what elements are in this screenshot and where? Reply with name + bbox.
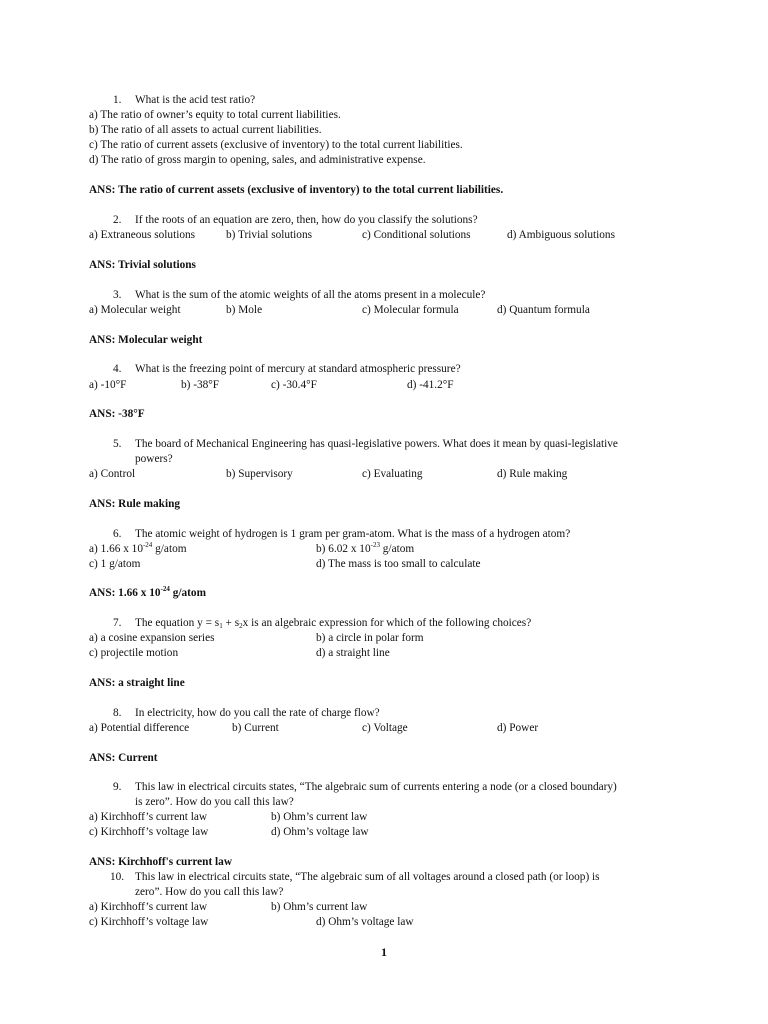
choice-c: c) The ratio of current assets (exclusive of inventory) to the total current liabilities. (89, 139, 463, 151)
choice-c: c) Kirchhoff’s voltage law (89, 916, 209, 928)
exponent: -23 (370, 541, 380, 549)
choice-c: c) 1 g/atom (89, 558, 141, 570)
choice-d: d) -41.2°F (407, 379, 454, 391)
choice-b: b) Mole (226, 304, 263, 316)
choice-d: d) Rule making (497, 468, 568, 480)
question-text-line2: powers? (135, 453, 173, 465)
choice-a (89, 542, 187, 556)
choice-d: d) The mass is too small to calculate (316, 558, 481, 570)
question-number: 3. (113, 289, 122, 301)
choice-b: b) -38°F (181, 379, 220, 391)
exponent: -24 (142, 541, 153, 549)
subscript: 2 (239, 622, 243, 630)
choice-d: d) Ambiguous solutions (507, 229, 615, 241)
choice-b: b) Supervisory (226, 468, 293, 480)
question-text-line1: This law in electrical circuits state, “The algebraic sum of all voltages around a closed path (or loop) is (135, 871, 600, 883)
question-number: 6. (113, 528, 122, 540)
choice-b (316, 542, 414, 556)
choice-d: d) Ohm’s voltage law (316, 916, 414, 928)
choice-text: b) 6.02 x 10 (316, 543, 371, 555)
question-number: 5. (113, 438, 122, 450)
answer-text: ANS: 1.66 x 10 (89, 587, 161, 599)
choice-a: a) Kirchhoff’s current law (89, 811, 208, 823)
choice-a: a) Potential difference (89, 722, 190, 734)
text-part: The equation y = s (135, 617, 220, 629)
answer: ANS: Rule making (89, 498, 181, 510)
question-text: What is the freezing point of mercury at standard atmospheric pressure? (135, 363, 461, 375)
page-number: 1 (381, 945, 387, 959)
answer: ANS: The ratio of current assets (exclusive of inventory) to the total current liabilities. (89, 184, 504, 196)
choice-a: a) -10°F (89, 379, 127, 391)
choice-d: d) Quantum formula (497, 304, 590, 316)
choice-a: a) The ratio of owner’s equity to total current liabilities. (89, 109, 341, 121)
answer: ANS: Trivial solutions (89, 259, 196, 271)
choice-b: b) The ratio of all assets to actual current liabilities. (89, 124, 322, 136)
question-text: What is the sum of the atomic weights of all the atoms present in a molecule? (135, 289, 486, 301)
question-text (135, 616, 531, 630)
choice-b: b) Current (232, 722, 279, 734)
choice-d: d) a straight line (316, 647, 390, 659)
question-number: 10. (110, 871, 125, 883)
choice-c: c) Voltage (362, 722, 408, 734)
choice-a: a) Control (89, 468, 136, 480)
choice-a: a) Extraneous solutions (89, 229, 196, 241)
text-part: x is an algebraic expression for which of the following choices? (242, 617, 532, 629)
choice-text: a) 1.66 x 10 (89, 543, 143, 555)
question-text-line2: is zero”. How do you call this law? (135, 796, 294, 808)
question-number: 1. (113, 94, 122, 106)
answer: ANS: -38°F (89, 408, 145, 420)
choice-unit: g/atom (379, 543, 415, 555)
choice-c: c) Evaluating (362, 468, 423, 480)
question-number: 4. (113, 363, 122, 375)
choice-c: c) -30.4°F (271, 379, 317, 391)
choice-b: b) Ohm’s current law (271, 811, 368, 823)
choice-d: d) The ratio of gross margin to opening, sales, and administrative expense. (89, 154, 426, 166)
question-number: 8. (113, 707, 122, 719)
answer (89, 586, 206, 600)
choice-c: c) Conditional solutions (362, 229, 471, 241)
question-text: What is the acid test ratio? (135, 94, 256, 106)
question-number: 7. (113, 617, 122, 629)
question-text: The atomic weight of hydrogen is 1 gram per gram-atom. What is the mass of a hydrogen atom? (135, 528, 571, 540)
question-text: In electricity, how do you call the rate of charge flow? (135, 707, 380, 719)
subscript: 1 (219, 622, 223, 630)
choice-d: d) Power (497, 722, 539, 734)
exponent: -24 (160, 585, 170, 593)
choice-b: b) Ohm’s current law (271, 901, 368, 913)
choice-c: c) Molecular formula (362, 304, 459, 316)
choice-c: c) Kirchhoff’s voltage law (89, 826, 209, 838)
choice-a: a) a cosine expansion series (89, 632, 215, 644)
answer-unit: g/atom (169, 587, 206, 599)
choice-c: c) projectile motion (89, 647, 179, 659)
question-text: If the roots of an equation are zero, then, how do you classify the solutions? (135, 214, 478, 226)
question-number: 9. (113, 781, 122, 793)
question-text-line1: This law in electrical circuits states, “The algebraic sum of currents entering a node (or a closed boundary) (135, 781, 617, 793)
question-text-line1: The board of Mechanical Engineering has quasi-legislative powers. What does it mean by quasi-legislative (135, 438, 618, 450)
choice-unit: g/atom (152, 543, 187, 555)
answer: ANS: Molecular weight (89, 334, 203, 346)
question-text-line2: zero”. How do you call this law? (135, 886, 284, 898)
answer: ANS: a straight line (89, 677, 185, 689)
choice-b: b) Trivial solutions (226, 229, 313, 241)
choice-d: d) Ohm’s voltage law (271, 826, 369, 838)
question-number: 2. (113, 214, 122, 226)
choice-a: a) Molecular weight (89, 304, 181, 316)
choice-a: a) Kirchhoff’s current law (89, 901, 208, 913)
text-part: + s (222, 617, 240, 629)
answer: ANS: Current (89, 752, 158, 764)
answer: ANS: Kirchhoff's current law (89, 856, 232, 868)
choice-b: b) a circle in polar form (316, 632, 424, 644)
